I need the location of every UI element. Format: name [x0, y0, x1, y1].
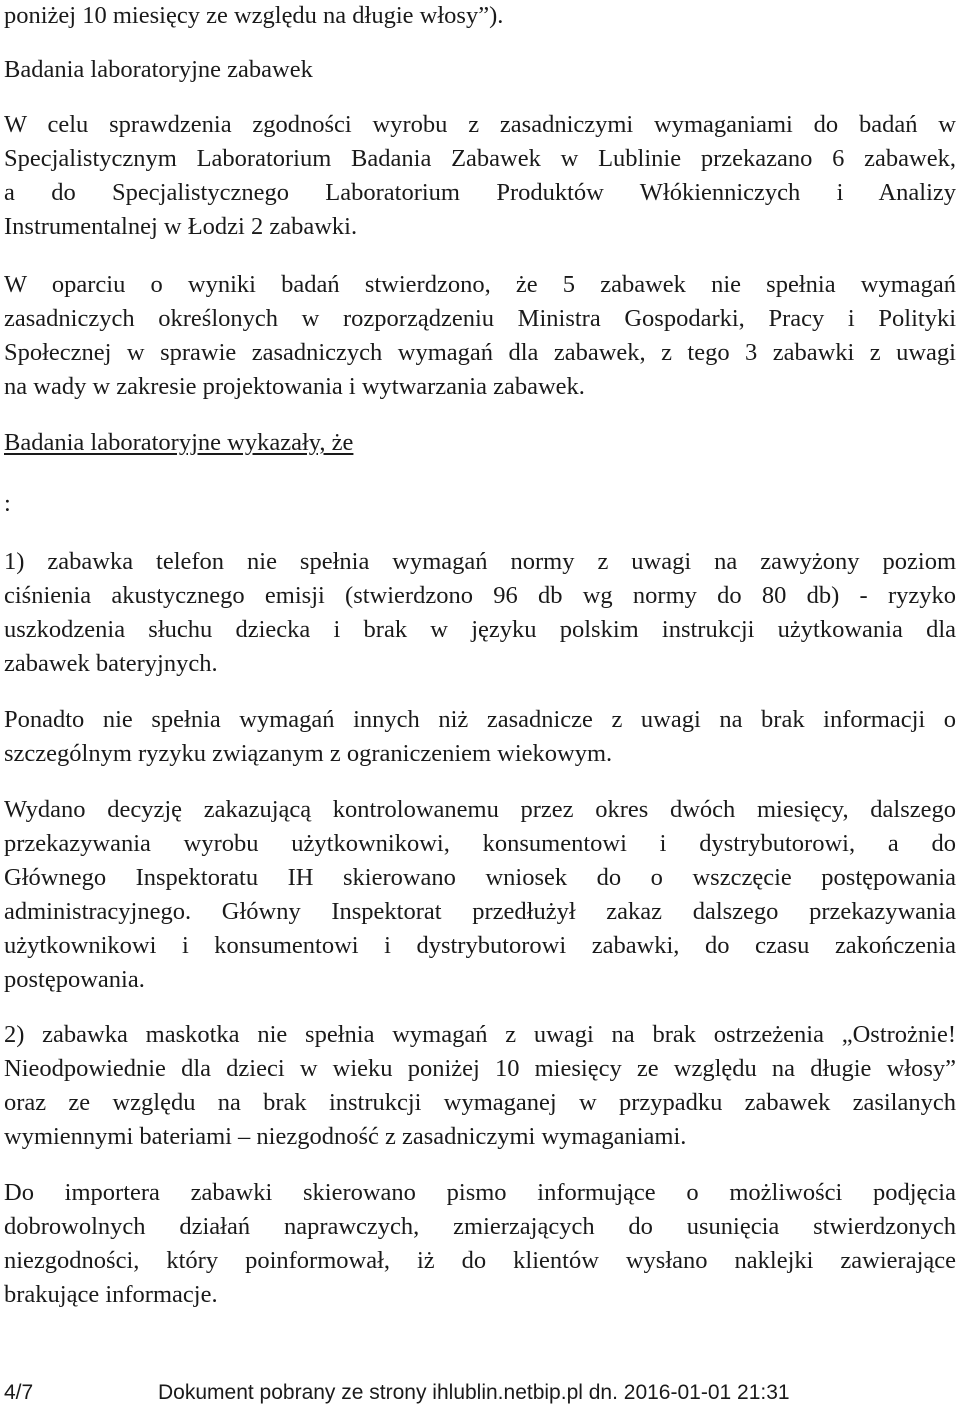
text-line: użytkownikowi i konsumentowi i dystrybutorowi zabawki, do czasu zakończenia	[4, 932, 956, 959]
download-note: Dokument pobrany ze strony ihlublin.netbip.pl dn. 2016-01-01 21:31	[158, 1381, 790, 1404]
text-line: 2) zabawka maskotka nie spełnia wymagań z uwagi na brak ostrzeżenia „Ostrożnie!	[4, 1021, 956, 1048]
text-line: Ponadto nie spełnia wymagań innych niż zasadnicze z uwagi na brak informacji o	[4, 706, 956, 733]
text-line: niezgodności, który poinformował, iż do klientów wysłano naklejki zawierające	[4, 1247, 956, 1274]
underlined-heading: Badania laboratoryjne wykazały, że	[4, 429, 354, 456]
text-line: Wydano decyzję zakazującą kontrolowanemu przez okres dwóch miesięcy, dalszego	[4, 796, 956, 823]
page-number: 4/7	[4, 1381, 34, 1404]
text-line: ciśnienia akustycznego emisji (stwierdzono 96 db wg normy do 80 db) - ryzyko	[4, 582, 956, 609]
text-line: dobrowolnych działań naprawczych, zmierzających do usunięcia stwierdzonych	[4, 1213, 956, 1240]
section-heading: Badania laboratoryjne zabawek	[4, 56, 313, 83]
text-line: Społecznej w sprawie zasadniczych wymagań dla zabawek, z tego 3 zabawki z uwagi	[4, 339, 956, 366]
text-line: postępowania.	[4, 966, 145, 993]
text-line: zasadniczych określonych w rozporządzeniu Ministra Gospodarki, Pracy i Polityki	[4, 305, 956, 332]
text-line: Głównego Inspektoratu IH skierowano wniosek do o wszczęcie postępowania	[4, 864, 956, 891]
text-line: poniżej 10 miesięcy ze względu na długie włosy”).	[4, 2, 504, 29]
text-line: przekazywania wyrobu użytkownikowi, konsumentowi i dystrybutorowi, a do	[4, 830, 956, 857]
text-line: 1) zabawka telefon nie spełnia wymagań normy z uwagi na zawyżony poziom	[4, 548, 956, 575]
text-line: Do importera zabawki skierowano pismo informujące o możliwości podjęcia	[4, 1179, 956, 1206]
text-line: W celu sprawdzenia zgodności wyrobu z zasadniczymi wymaganiami do badań w	[4, 111, 956, 138]
text-line: Nieodpowiednie dla dzieci w wieku poniżej 10 miesięcy ze względu na długie włosy”	[4, 1055, 956, 1082]
text-line: Instrumentalnej w Łodzi 2 zabawki.	[4, 213, 358, 240]
text-line: uszkodzenia słuchu dziecka i brak w języku polskim instrukcji użytkowania dla	[4, 616, 956, 643]
colon-line: :	[4, 490, 11, 517]
text-line: administracyjnego. Główny Inspektorat przedłużył zakaz dalszego przekazywania	[4, 898, 956, 925]
text-line: oraz ze względu na brak instrukcji wymaganej w przypadku zabawek zasilanych	[4, 1089, 956, 1116]
text-line: a do Specjalistycznego Laboratorium Produktów Włókienniczych i Analizy	[4, 179, 956, 206]
text-line: zabawek bateryjnych.	[4, 650, 218, 677]
text-line: brakujące informacje.	[4, 1281, 218, 1308]
text-line: wymiennymi bateriami – niezgodność z zasadniczymi wymaganiami.	[4, 1123, 687, 1150]
text-line: szczególnym ryzyku związanym z ograniczeniem wiekowym.	[4, 740, 613, 767]
text-line: Specjalistycznym Laboratorium Badania Zabawek w Lublinie przekazano 6 zabawek,	[4, 145, 956, 172]
text-line: W oparciu o wyniki badań stwierdzono, że 5 zabawek nie spełnia wymagań	[4, 271, 956, 298]
text-line: na wady w zakresie projektowania i wytwarzania zabawek.	[4, 373, 585, 400]
